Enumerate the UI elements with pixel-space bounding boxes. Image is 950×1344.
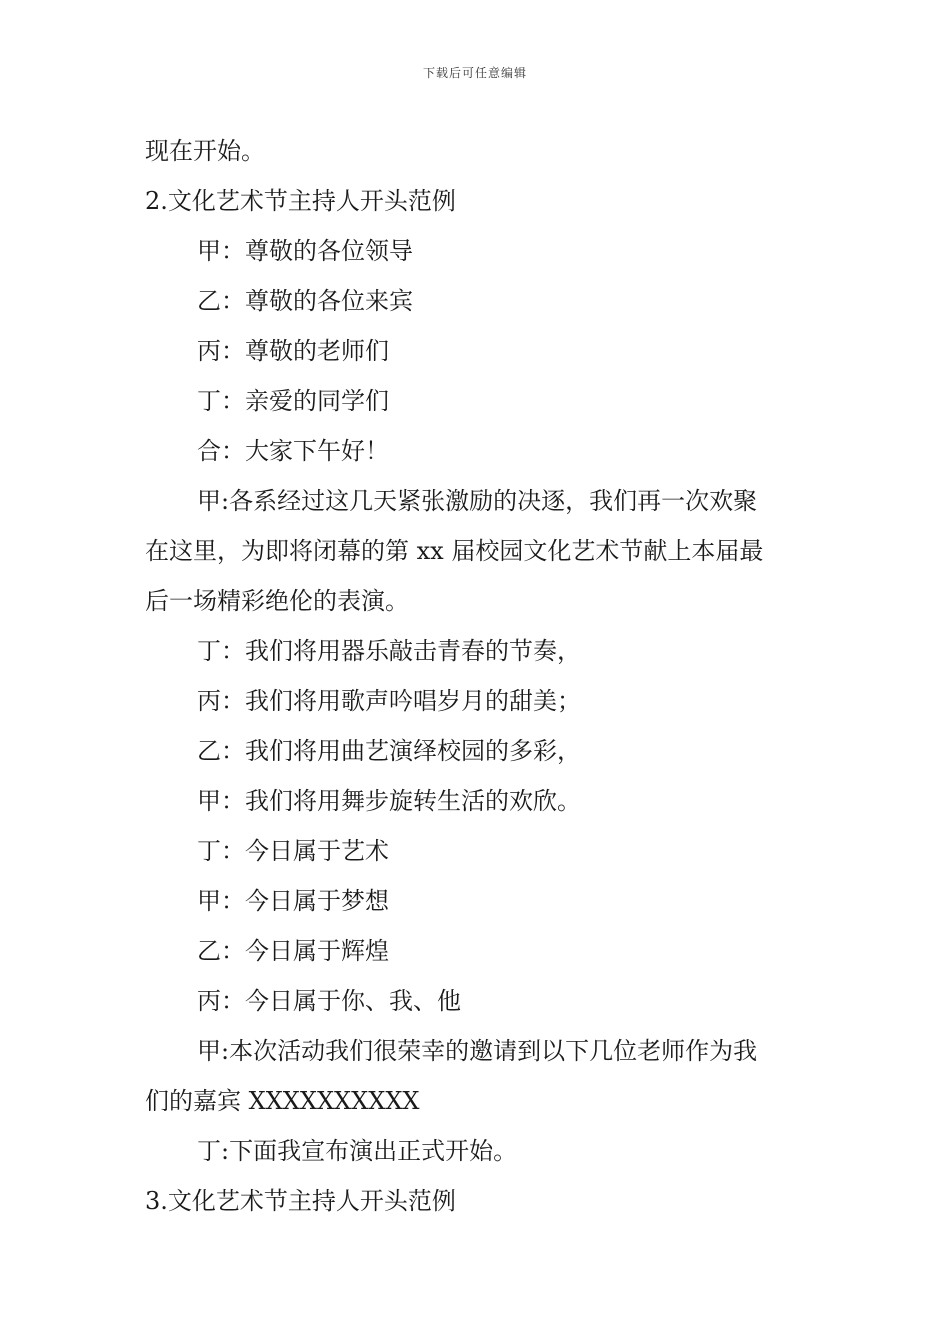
paragraph-line: 丙：今日属于你、我、他 <box>197 987 461 1015</box>
paragraph-line: 甲:各系经过这几天紧张激励的决逐，我们再一次欢聚 <box>197 487 758 515</box>
paragraph-line: 合：大家下午好！ <box>197 437 389 465</box>
section-heading: 2.文化艺术节主持人开头范例 <box>145 187 456 215</box>
paragraph-line: 丁：亲爱的同学们 <box>197 387 389 415</box>
paragraph-line: 在这里，为即将闭幕的第 xx 届校园文化艺术节献上本届最 <box>145 537 764 565</box>
paragraph-line: 乙：我们将用曲艺演绎校园的多彩， <box>197 737 581 765</box>
paragraph-line: 丁：我们将用器乐敲击青春的节奏， <box>197 637 581 665</box>
paragraph-line: 甲:本次活动我们很荣幸的邀请到以下几位老师作为我 <box>197 1037 758 1065</box>
document-body <box>145 126 810 1226</box>
paragraph-line: 后一场精彩绝伦的表演。 <box>145 587 409 615</box>
paragraph-line: 现在开始。 <box>145 137 265 165</box>
section-heading: 3.文化艺术节主持人开头范例 <box>145 1187 456 1215</box>
paragraph-line: 甲：我们将用舞步旋转生活的欢欣。 <box>197 787 581 815</box>
paragraph-line: 乙：尊敬的各位来宾 <box>197 287 413 315</box>
paragraph-line: 甲：尊敬的各位领导 <box>197 237 413 265</box>
paragraph-line: 丙：我们将用歌声吟唱岁月的甜美； <box>197 687 581 715</box>
paragraph-line: 乙：今日属于辉煌 <box>197 937 389 965</box>
paragraph-line: 丙：尊敬的老师们 <box>197 337 389 365</box>
paragraph-line: 丁：今日属于艺术 <box>197 837 389 865</box>
paragraph-line: 甲：今日属于梦想 <box>197 887 389 915</box>
paragraph-line: 丁:下面我宣布演出正式开始。 <box>197 1137 518 1165</box>
page-header: 下载后可任意编辑 <box>422 66 527 80</box>
paragraph-line: 们的嘉宾 XXXXXXXXXX <box>145 1087 420 1115</box>
